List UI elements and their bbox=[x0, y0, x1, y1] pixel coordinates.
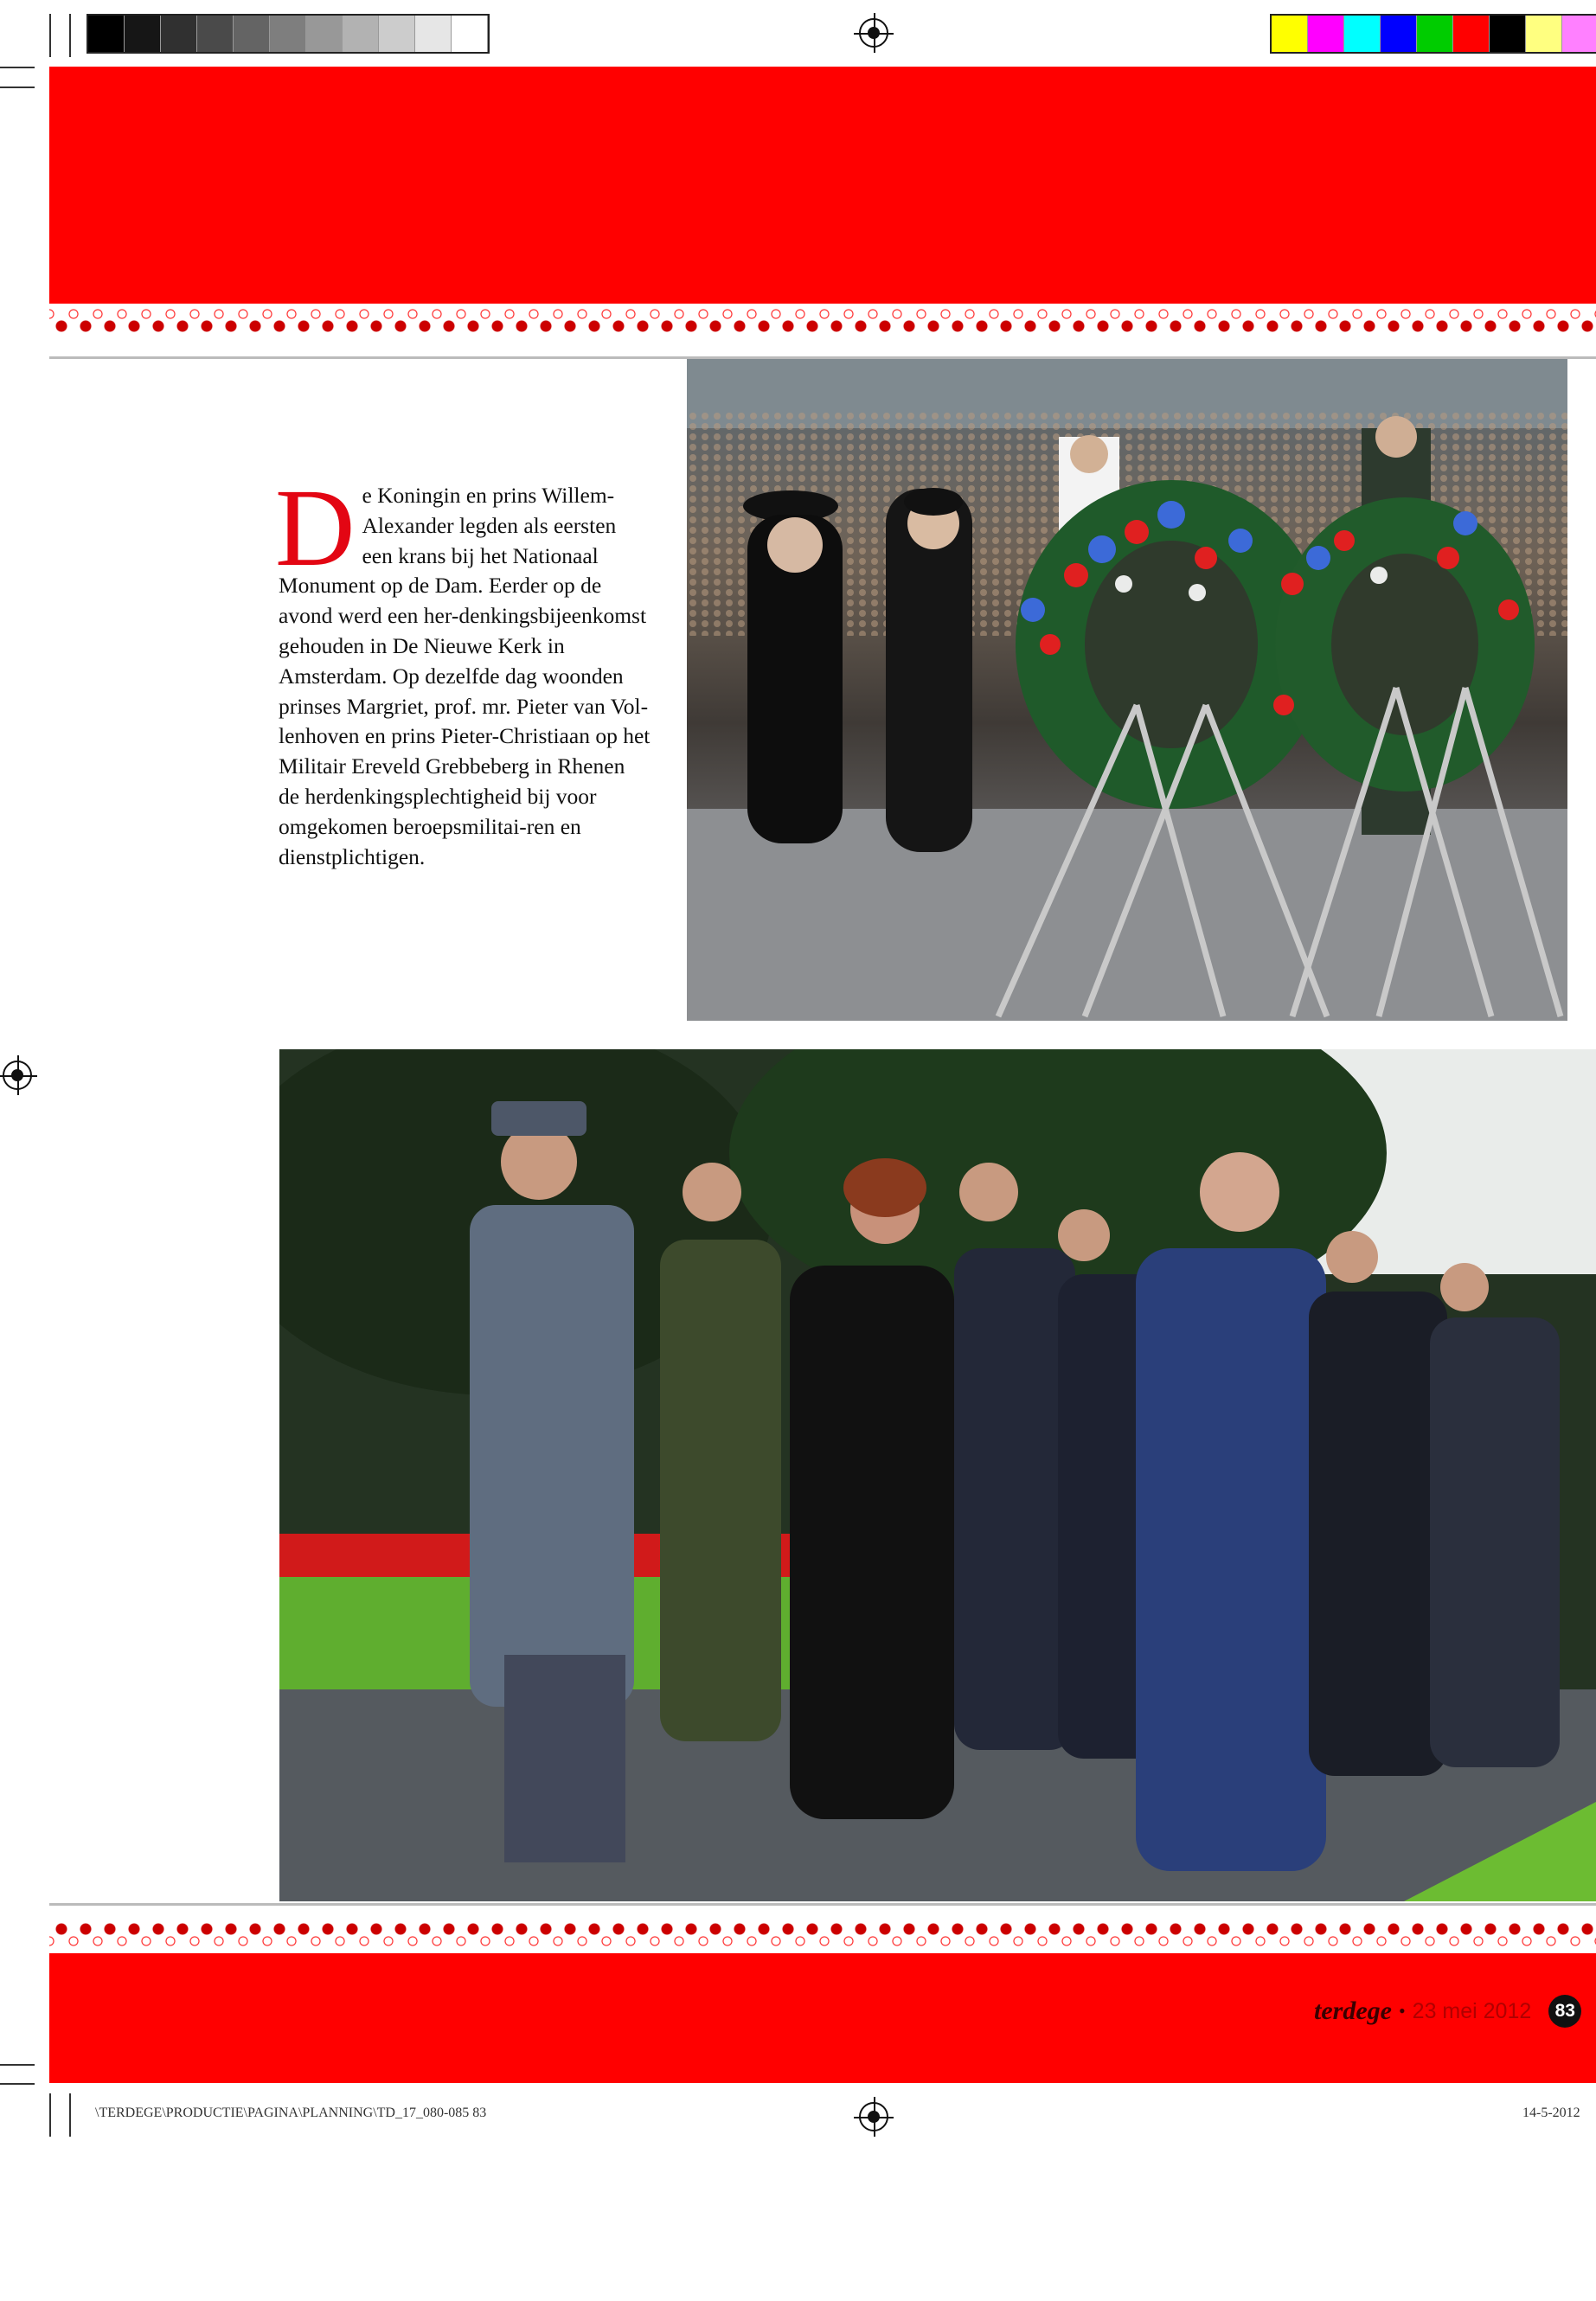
grey-swatch bbox=[415, 16, 452, 52]
color-swatch bbox=[1344, 16, 1381, 52]
grey-swatch bbox=[270, 16, 306, 52]
photo-grebbeberg-procession bbox=[279, 1049, 1596, 1901]
color-swatch bbox=[1417, 16, 1453, 52]
registration-mark-icon bbox=[3, 1061, 32, 1090]
trim-mark bbox=[0, 2083, 35, 2085]
page-number: 83 bbox=[1548, 1995, 1581, 2028]
color-swatch bbox=[1562, 16, 1596, 52]
photo-grebbeberg-procession-image bbox=[279, 1049, 1596, 1901]
registration-mark-icon bbox=[859, 18, 888, 48]
color-calibration-strip bbox=[1270, 14, 1596, 54]
greyscale-calibration-strip bbox=[87, 14, 490, 54]
color-swatch bbox=[1272, 16, 1308, 52]
grey-swatch bbox=[125, 16, 161, 52]
trim-mark bbox=[0, 87, 35, 88]
color-swatch bbox=[1526, 16, 1562, 52]
divider-rule bbox=[49, 1903, 1596, 1906]
color-swatch bbox=[1453, 16, 1490, 52]
color-swatch bbox=[1308, 16, 1344, 52]
photo-wreath-laying bbox=[687, 359, 1567, 1021]
trim-mark bbox=[0, 67, 35, 68]
grey-swatch bbox=[343, 16, 379, 52]
folio-separator: • bbox=[1398, 2000, 1406, 2022]
slug-print-date: 14-5-2012 bbox=[1522, 2106, 1580, 2120]
trim-mark bbox=[49, 14, 51, 57]
grey-swatch bbox=[197, 16, 234, 52]
grey-swatch bbox=[452, 16, 488, 52]
grey-swatch bbox=[234, 16, 270, 52]
folio bbox=[1314, 1991, 1581, 2031]
magazine-brand: terdege bbox=[1314, 1997, 1392, 2025]
drop-cap: D bbox=[275, 466, 356, 589]
dotted-border-top bbox=[49, 304, 1596, 338]
color-swatch bbox=[1490, 16, 1526, 52]
grey-swatch bbox=[88, 16, 125, 52]
trim-mark bbox=[69, 14, 71, 57]
registration-mark-icon bbox=[859, 2102, 888, 2131]
issue-date: 23 mei 2012 bbox=[1412, 1998, 1532, 2023]
header-red-band bbox=[49, 67, 1596, 304]
dotted-border-bottom bbox=[49, 1919, 1596, 1953]
trim-mark bbox=[49, 2093, 51, 2137]
slug-path: \TERDEGE\PRODUCTIE\PAGINA\PLANNING\TD_17_080-085 83 bbox=[95, 2106, 487, 2120]
trim-mark bbox=[69, 2093, 71, 2137]
grey-swatch bbox=[161, 16, 197, 52]
article-body: e Koningin en prins Willem-Alexander legden als eersten een krans bij het Nationaal Monument op de Dam. Eerder op de avond werd een her-denkingsbijeenkomst gehouden in De Nieuwe Kerk in Amsterdam. Op dezelfde dag woonden prinses Margriet, prof. mr. Pieter van Vol-lenhoven en prins Pieter-Christiaan op het Militair Ereveld Grebbeberg in Rhenen de herdenkingsplechtigheid bij voor omgekomen beroepsmilitai-ren en dienstplichtigen. bbox=[279, 483, 651, 869]
article-text bbox=[275, 466, 651, 872]
photo-wreath-laying-image bbox=[687, 359, 1567, 1021]
trim-mark bbox=[0, 2064, 35, 2066]
color-swatch bbox=[1381, 16, 1417, 52]
grey-swatch bbox=[306, 16, 343, 52]
grey-swatch bbox=[379, 16, 415, 52]
